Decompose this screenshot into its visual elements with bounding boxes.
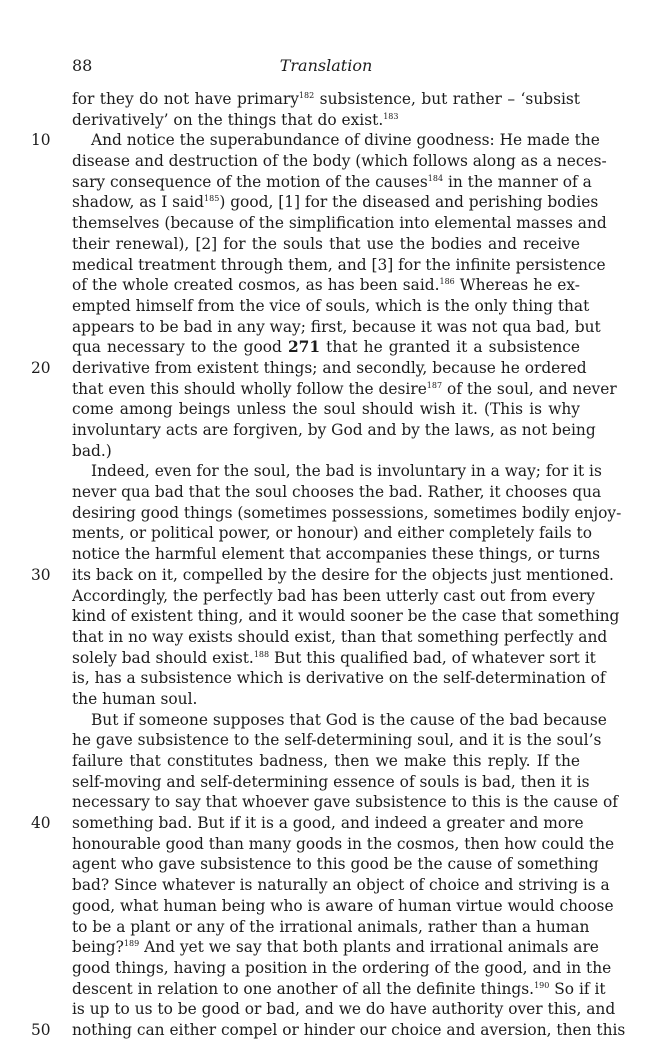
text-line: good, what human being who is aware of human virtue would choose bbox=[72, 896, 614, 915]
text-line: disease and destruction of the body (which follows along as a neces- bbox=[72, 152, 607, 171]
footnote-ref: 188 bbox=[253, 649, 270, 659]
text-line: desiring good things (sometimes possessions, sometimes bodily enjoy- bbox=[72, 503, 622, 522]
text-line: failure that constitutes badness, then we make this reply. If the bbox=[72, 752, 580, 770]
text-line: derivatively’ on the things that do exist.$^{183}$ bbox=[72, 110, 399, 129]
running-title: Translation bbox=[279, 56, 373, 75]
text-line: medical treatment through them, and [3] for the infinite persistence bbox=[72, 255, 606, 274]
text-line: 10 And notice the superabundance of divine goodness: He made the bbox=[31, 131, 600, 150]
text-line: is up to us to be good or bad, and we do have authority over this, and bbox=[72, 1000, 616, 1019]
page-reference-marker: 271 bbox=[287, 338, 321, 357]
text-line: 50 nothing can either compel or hinder our choice and aversion, then this bbox=[31, 1020, 626, 1039]
line-number: 10 bbox=[31, 131, 51, 150]
text-line: kind of existent thing, and it would sooner be the case that something bbox=[72, 607, 620, 626]
body-text bbox=[0, 89, 650, 1041]
text-line: solely bad should exist.$^{188}$ But this qualified bad, of whatever sort it bbox=[72, 648, 596, 667]
text-line: necessary to say that whoever gave subsistence to this is the cause of bbox=[72, 793, 618, 812]
text-line: themselves (because of the simplification into elemental masses and bbox=[72, 214, 607, 233]
line-number: 20 bbox=[31, 358, 51, 377]
text-line: notice the harmful element that accompanies these things, or turns bbox=[72, 545, 601, 564]
text-line: their renewal), [2] for the souls that use the bodies and receive bbox=[72, 234, 580, 253]
footnote-ref: 187 bbox=[426, 380, 443, 390]
text-line: 20 derivative from existent things; and secondly, because he ordered bbox=[31, 358, 587, 377]
text-line: agent who gave subsistence to this good be the cause of something bbox=[72, 855, 599, 874]
footnote-ref: 190 bbox=[534, 980, 550, 990]
line-number: 30 bbox=[31, 565, 51, 584]
text-line: is, has a subsistence which is derivative on the self-determination of bbox=[72, 669, 606, 688]
footnote-ref: 182 bbox=[298, 91, 315, 100]
text-line: honourable good than many goods in the cosmos, then how could the bbox=[72, 834, 615, 853]
text-line: for they do not have primary$^{182}$ subsistence, but rather – ‘subsist bbox=[72, 90, 580, 108]
text-line: that in no way exists should exist, than that something perfectly and bbox=[72, 627, 608, 646]
text-line: of the whole created cosmos, as has been said.$^{186}$ Whereas he ex- bbox=[72, 276, 580, 295]
text-line: appears to be bad in any way; first, because it was not qua bad, but bbox=[72, 317, 601, 336]
text-line: ments, or political power, or honour) and either completely fails to bbox=[72, 524, 593, 543]
text-line: Indeed, even for the soul, the bad is involuntary in a way; for it is bbox=[91, 462, 602, 481]
running-header bbox=[72, 56, 580, 80]
text-line: being?$^{189}$ And yet we say that both plants and irrational animals are bbox=[72, 938, 599, 957]
text-line: self-moving and self-determining essence of souls is bad, then it is bbox=[72, 772, 590, 791]
text-line: sary consequence of the motion of the causes$^{184}$ in the manner of a bbox=[72, 172, 592, 191]
text-line: the human soul. bbox=[72, 689, 198, 708]
text-line: bad.) bbox=[72, 441, 112, 460]
line-number: 40 bbox=[31, 814, 51, 833]
line-number: 50 bbox=[31, 1020, 51, 1039]
footnote-ref: 189 bbox=[123, 939, 140, 949]
text-line: he gave subsistence to the self-determining soul, and it is the soul’s bbox=[72, 731, 602, 750]
text-line: never qua bad that the soul chooses the bad. Rather, it chooses qua bbox=[72, 483, 602, 502]
text-line: to be a plant or any of the irrational animals, rather than a human bbox=[72, 917, 590, 936]
footnote-ref: 185 bbox=[204, 194, 220, 204]
text-line: bad? Since whatever is naturally an object of choice and striving is a bbox=[72, 876, 610, 895]
text-line: that even this should wholly follow the desire$^{187}$ of the soul, and never bbox=[72, 379, 617, 398]
footnote-ref: 183 bbox=[383, 111, 399, 121]
text-line: come among beings unless the soul should wish it. (This is why bbox=[72, 400, 580, 419]
footnote-ref: 184 bbox=[427, 173, 444, 183]
page-number: 88 bbox=[72, 56, 93, 75]
text-line: involuntary acts are forgiven, by God and by the laws, as not being bbox=[72, 421, 596, 439]
text-line: shadow, as I said$^{185}$) good, [1] for the diseased and perishing bodies bbox=[72, 193, 599, 212]
text-line: good things, having a position in the ordering of the good, and in the bbox=[72, 958, 612, 977]
text-line: 30 its back on it, compelled by the desire for the objects just mentioned. bbox=[31, 565, 614, 584]
text-line: But if someone supposes that God is the cause of the bad because bbox=[91, 710, 607, 729]
text-line: Accordingly, the perfectly bad has been utterly cast out from every bbox=[72, 586, 595, 605]
text-line: empted himself from the vice of souls, which is the only thing that bbox=[72, 296, 590, 315]
text-line: qua necessary to the good 271 that he granted it a subsistence bbox=[72, 338, 580, 357]
text-line: 40 something bad. But if it is a good, and indeed a greater and more bbox=[31, 814, 584, 833]
text-line: descent in relation to one another of all the definite things.$^{190}$ So if it bbox=[72, 979, 606, 998]
footnote-ref: 186 bbox=[439, 277, 455, 287]
